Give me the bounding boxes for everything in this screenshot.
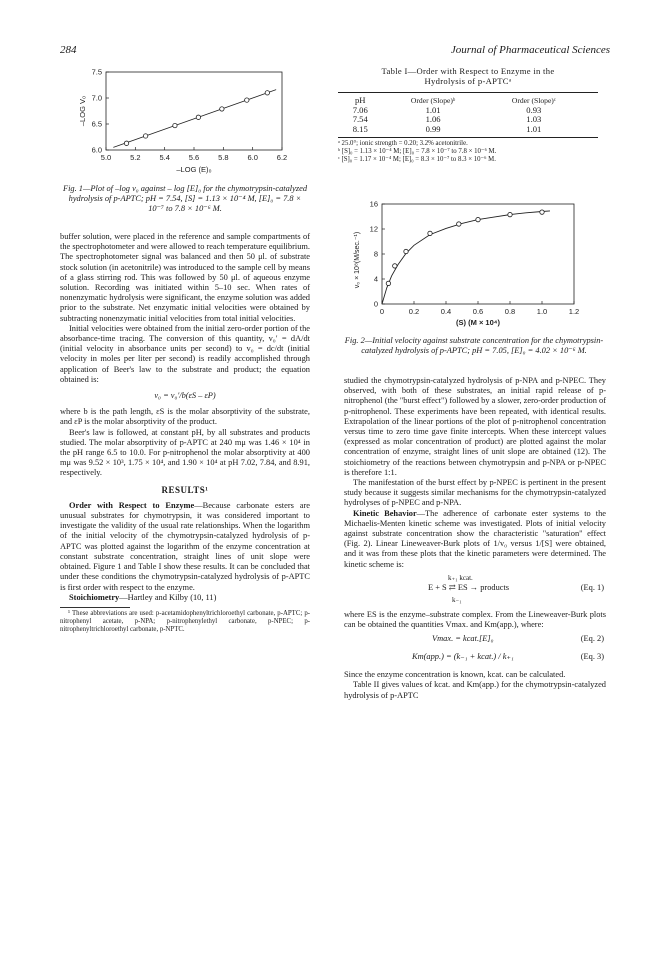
kinetic-scheme xyxy=(344,573,606,607)
paragraph: Since the enzyme concentration is known, kcat. can be calculated. xyxy=(344,670,566,680)
paragraph: where b is the path length, εS is the molar absorptivity of the substrate, and εP is the molar absorptivity of the product. xyxy=(60,407,310,427)
x-tick-label: 5.8 xyxy=(218,153,229,162)
data-point xyxy=(196,115,200,119)
x-tick-label: 5.4 xyxy=(159,153,170,162)
scheme-rate-constants: k₊₁ kcat. xyxy=(448,573,473,582)
figure-1-caption: Fig. 1—Plot of –log v₀ against – log [E]₀ for the chymotrypsin-catalyzed hydrolysis of p-APTC; pH = 7.54, [S] = 1.13 × 10⁻⁴ M, [E]₀ = 7.8 × 10⁻⁷ to 7.8 × 10⁻⁶ M. xyxy=(62,184,308,213)
data-point xyxy=(393,264,397,268)
paragraph-text: —The adherence of carbonate ester systems to the Michaelis-Menten kinetic scheme was investigated. Plots of initial velocity against substrate concentration show the characteristic "saturation" effect (Fig. 2). Linear Lineweaver-Burk plots of 1/v₀ versus 1/[S] were obtained, and it was from these plots that the kinetic parameters were determined. The kinetic scheme is: xyxy=(344,508,606,569)
y-axis-label: –LOG V₀ xyxy=(78,95,87,127)
data-point xyxy=(428,231,432,235)
right-column xyxy=(344,376,606,701)
y-tick-label: 12 xyxy=(369,224,378,234)
paragraph: where ES is the enzyme–substrate complex. From the Lineweaver-Burk plots can be obtained the quantities Vmax. and Km(app.), where: xyxy=(344,609,606,630)
paragraph-text: —Hartley and Kilby (10, 11) xyxy=(119,592,217,602)
table-1-header-ph: pH xyxy=(355,95,366,105)
table-cell: 8.15 xyxy=(352,123,368,134)
table-row xyxy=(338,106,584,116)
table-1-grid xyxy=(338,96,584,134)
x-tick-label: 6.0 xyxy=(247,153,258,162)
data-point xyxy=(476,217,480,221)
eq-3-label: (Eq. 3) xyxy=(580,652,604,662)
journal-title: Journal of Pharmaceutical Sciences xyxy=(450,44,610,56)
data-point xyxy=(173,123,177,127)
saturation-curve xyxy=(382,211,550,304)
table-cell: 0.93 xyxy=(526,104,542,115)
equation-2 xyxy=(344,633,606,647)
subhead-order: Order with Respect to Enzyme xyxy=(69,500,195,510)
paragraph: Beer's law is followed, at constant pH, by all substrates and products studied. The molar absorptivity of p-APTC at 240 mμ was 1.46 × 10⁴ in the pH range 6.5 to 10.0. For p-nitrophenol the molar absorptivity at 400 mμ was 9.52 × 10³, 1.75 × 10⁴, and 1.90 × 10⁴ at pH 7.02, 7.84, and 8.91, respectively. xyxy=(60,427,310,478)
y-tick-label: 16 xyxy=(369,199,378,209)
table-1-footnote-b: ᵇ [S]₀ = 1.13 × 10⁻⁴ M; [E]₀ = 7.8 × 10⁻⁷ to 7.8 × 10⁻⁶ M. xyxy=(338,148,497,156)
table-1 xyxy=(338,66,598,165)
table-1-title-line1: Table I—Order with Respect to Enzyme in the xyxy=(381,66,555,76)
figure-2-caption: Fig. 2—Initial velocity against substrate concentration for the chymotrypsin-catalyzed hydrolysis of p-APTC; pH = 7.05, [E]₀ = 4.02 × 10⁻⁶ M. xyxy=(344,336,604,355)
table-1-header-order-c: Order (Slope)ᶜ xyxy=(511,96,556,105)
paragraph: Initial velocities were obtained from the initial zero-order portion of the absorbance-time tracing. The conversion of this quantity, v₀′ = dA/dt (initial velocity in absorbance units per second) to v₀ = dc/dt (initial velocity in moles per liter per second) is readily accomplished through application of Beer's law to the substrate and product; the equation obtained is: xyxy=(60,323,310,384)
x-axis-label: (S) (M × 10⁴) xyxy=(456,318,500,327)
x-tick-label: 0 xyxy=(379,307,385,316)
paragraph xyxy=(60,593,310,603)
y-tick-label: 6.5 xyxy=(91,119,102,129)
table-cell: 7.06 xyxy=(352,104,368,115)
x-tick-label: 0.6 xyxy=(472,307,484,316)
table-row xyxy=(338,115,584,125)
table-1-footnote-c: ᶜ [S]₀ = 1.17 × 10⁻⁴ M; [E]₀ = 8.3 × 10⁻⁷ to 8.3 × 10⁻⁶ M. xyxy=(338,156,496,164)
figure-1-plot xyxy=(76,64,306,184)
x-tick-label: 1.0 xyxy=(536,307,548,316)
footnote: ¹ These abbreviations are used: p-acetamidophenyltrichloroethyl carbonate, p-APTC; p-nitrophenyl acetate, p-NPA; p-nitrophenylethyl carbonate, p-NPEC; p-nitrophenyltrichloroethyl carbonate, p-NPTC. xyxy=(60,609,310,634)
footnote-divider xyxy=(60,607,130,608)
paragraph-text: —Because carbonate esters are unusual substrates for chymotrypsin, it was considered important to investigate the validity of the usual rate relationships. When the logarithm of the initial velocity of the chymotrypsin-catalyzed hydrolysis of p-APTC was plotted against the logarithm of the enzyme concentration at constant substrate concentration, straight lines of unit slope were obtained. Figure 1 and Table I show these results. It can be concluded that under these conditions the chymotrypsin-catalyzed hydrolysis of p-APTC is first order with respect to the enzyme. xyxy=(60,500,311,592)
figure-2-plot xyxy=(348,192,588,334)
table-1-footnote-a: ᵃ 25.0°; ionic strength = 0.20; 3.2% acetonitrile. xyxy=(338,140,468,147)
figure-1-frame xyxy=(106,72,282,150)
y-tick-label: 0 xyxy=(373,299,378,309)
y-tick-label: 7.0 xyxy=(91,93,102,103)
y-tick-label: 4 xyxy=(373,274,378,284)
left-column xyxy=(60,232,310,635)
equation-3-text: Km(app.) = (k₋₁ + kcat.) / k₊₁ xyxy=(412,652,514,662)
paragraph xyxy=(60,501,310,593)
x-axis-label: –LOG (E)₀ xyxy=(176,165,212,174)
paragraph: Table II gives values of kcat. and Km(app.) for the chymotrypsin-catalyzed hydrolysis of p-APTC xyxy=(344,680,606,700)
data-point xyxy=(508,212,512,216)
scheme-equation: E + S ⇄ ES → products xyxy=(428,582,510,592)
data-point xyxy=(124,141,128,145)
table-cell: 1.06 xyxy=(425,114,441,124)
table-cell: 7.54 xyxy=(352,114,368,124)
data-point xyxy=(386,281,390,285)
x-tick-label: 0.2 xyxy=(408,307,420,316)
table-cell: 1.01 xyxy=(526,123,542,134)
data-point xyxy=(143,134,147,138)
y-tick-label: 8 xyxy=(373,249,378,259)
data-point xyxy=(404,249,408,253)
scheme-reverse-constant: k₋₁ xyxy=(452,595,462,604)
paragraph: The manifestation of the burst effect by p-NPEC is pertinent in the present study because it suggests similar mechanisms for the chymotrypsin-catalyzed hydrolyses of p-NPEC and p-NPA. xyxy=(344,478,606,508)
table-1-header-order-b: Order (Slope)ᵇ xyxy=(410,96,456,105)
data-point xyxy=(457,222,461,226)
page-number: 284 xyxy=(60,44,77,56)
table-row xyxy=(338,125,584,135)
data-point xyxy=(540,210,544,214)
table-cell: 0.99 xyxy=(425,123,441,134)
data-point xyxy=(220,107,224,111)
y-tick-label: 6.0 xyxy=(91,145,102,155)
data-point xyxy=(265,91,269,95)
equation-3 xyxy=(344,650,606,666)
paragraph xyxy=(344,509,606,570)
y-axis-label: v₀ × 10⁸(M/sec.⁻¹) xyxy=(354,231,361,289)
x-tick-label: 6.2 xyxy=(276,153,288,162)
eq-2-label: (Eq. 2) xyxy=(580,634,604,644)
results-heading: RESULTS¹ xyxy=(161,484,209,495)
x-tick-label: 0.8 xyxy=(504,307,516,316)
data-point xyxy=(245,98,249,102)
y-tick-label: 7.5 xyxy=(91,67,102,77)
subhead-kinetic: Kinetic Behavior xyxy=(353,508,417,518)
eq-1-label: (Eq. 1) xyxy=(580,582,604,592)
fit-line xyxy=(113,90,276,148)
table-1-title-line2: Hydrolysis of p-APTCᵃ xyxy=(424,76,512,86)
table-cell: 1.03 xyxy=(526,114,542,124)
x-tick-label: 5.6 xyxy=(188,153,200,162)
x-tick-label: 5.0 xyxy=(100,153,112,162)
subhead-stoichiometry: Stoichiometry xyxy=(69,592,120,602)
table-cell: 1.01 xyxy=(425,104,441,115)
x-tick-label: 0.4 xyxy=(440,307,452,316)
x-tick-label: 5.2 xyxy=(130,153,141,162)
paragraph: buffer solution, were placed in the reference and sample compartments of the spectrophotometer and were allowed to reach temperature equilibrium. The spectrophotometer signal was balanced and then 50 μl. of substrate stock solution (in acetonitrile) was introduced to the sample cell by means of a glass stirring rod. This was followed by 50 μl. of aqueous enzyme solution. Recording was initiated within 5–10 sec. When rates of nonenzymatic hydrolysis were significant, the enzyme solution was added prior to the substrate. Net enzymatic initial velocities were obtained by subtracting nonenzymatic initial velocities from total initial velocities. xyxy=(60,232,310,323)
equation-v0: v₀ = v₀′/b(εS – εP) xyxy=(154,391,216,401)
x-tick-label: 1.2 xyxy=(568,307,580,316)
paragraph: studied the chymotrypsin-catalyzed hydrolysis of p-NPA and p-NPEC. They observed, with both of these substrates, an initial rapid release of p-nitrophenol (the "burst effect") followed by a slower, zero-order production of p-nitrophenol. These experiments have been repeated, with identical results. Extrapolation of the linear portions of the plot of p-nitrophenol concentration versus time to zero time gave finite intercepts. When these intercept values (expressed as molar concentration of product) are plotted against the molar concentration of enzyme, straight lines of unit slope are obtained (12). The stoichiometry of the reactions between chymotrypsin and p-NPA or p-NPEC is therefore 1:1. xyxy=(344,376,606,477)
equation-2-text: Vmax. = kcat.[E]₀ xyxy=(432,634,494,644)
